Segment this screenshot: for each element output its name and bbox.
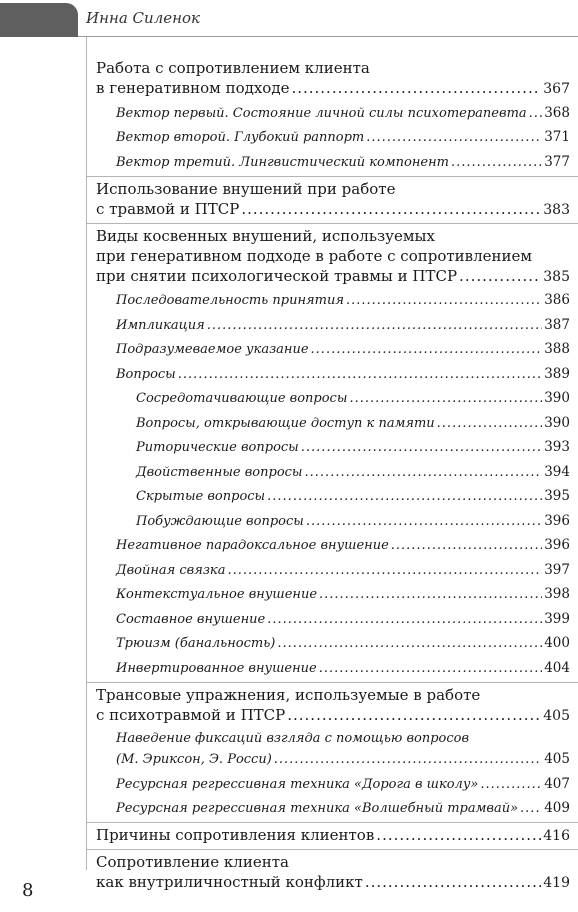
section-separator [86, 682, 578, 683]
toc-page-number: 377 [544, 153, 570, 170]
toc-entry [0, 226, 578, 287]
toc-entry-title: Причины сопротивления клиентов [96, 826, 375, 844]
toc-page-number: 404 [544, 659, 570, 676]
toc-entry-last-line [0, 103, 578, 124]
toc-entry [0, 560, 578, 581]
toc-entry-last-line [0, 437, 578, 458]
dot-leader [241, 199, 541, 219]
dot-leader [480, 775, 542, 795]
toc-entry [0, 388, 578, 409]
dot-leader [277, 634, 542, 654]
toc-entry-last-line [0, 535, 578, 556]
toc-entry-last-line [0, 798, 578, 819]
toc-entry-last-line [0, 749, 578, 770]
toc-entry [0, 103, 578, 124]
dot-leader [459, 266, 541, 286]
toc-entry-last-line [0, 705, 578, 726]
toc-entry [0, 535, 578, 556]
toc-page-number: 400 [544, 635, 570, 651]
toc-page-number: 399 [544, 610, 570, 627]
toc-entry-last-line [0, 388, 578, 409]
toc-entry [0, 462, 578, 483]
toc-entry-last-line [0, 584, 578, 605]
toc-entry [0, 798, 578, 819]
toc-entry-line: Трансовые упражнения, используемые в работе [96, 685, 481, 704]
dot-leader [306, 512, 542, 532]
toc-entry-last-line [0, 290, 578, 311]
dot-leader [520, 799, 542, 819]
toc-entry [0, 633, 578, 654]
toc-entry-title: Последовательность принятия [116, 293, 344, 308]
dot-leader [529, 104, 543, 124]
toc-entry-last-line [0, 774, 578, 795]
toc-entry-last-line [0, 78, 578, 99]
toc-entry [0, 179, 578, 220]
dot-leader [349, 389, 542, 409]
toc-page-number: 405 [543, 707, 570, 724]
toc-page-number: 409 [544, 800, 570, 816]
toc-page-number: 385 [543, 268, 570, 285]
table-of-contents [0, 52, 578, 893]
dot-leader [319, 659, 542, 679]
toc-page-number: 368 [544, 104, 570, 121]
toc-entry-title: Вопросы, открывающие доступ к памяти [136, 415, 435, 431]
toc-entry [0, 58, 578, 99]
toc-entry-title: Негативное парадоксальное внушение [116, 538, 389, 553]
toc-page-number: 367 [543, 81, 570, 97]
toc-entry-title: Контекстуальное внушение [116, 587, 318, 602]
toc-page-number: 394 [544, 463, 570, 480]
section-separator [86, 176, 578, 177]
toc-entry [0, 658, 578, 679]
toc-entry-title: Импликация [116, 317, 205, 333]
toc-entry-title: Составное внушение [116, 611, 266, 627]
toc-page-number: 419 [543, 875, 570, 891]
header-rule [78, 36, 578, 37]
toc-entry [0, 486, 578, 507]
toc-page-number: 388 [544, 341, 570, 357]
toc-entry-last-line [0, 199, 578, 220]
toc-entry-title: Вектор третий. Лингвистический компонент [116, 154, 449, 170]
toc-entry [0, 339, 578, 360]
page-number: 8 [22, 880, 34, 901]
toc-entry-title: Вектор второй. Глубокий раппорт [116, 130, 365, 145]
toc-entry [0, 437, 578, 458]
toc-entry-last-line [0, 339, 578, 360]
dot-leader [437, 414, 543, 434]
dot-leader [291, 78, 541, 98]
toc-entry-title: Ресурсная регрессивная техника «Дорога в школу» [116, 776, 479, 792]
dot-leader [366, 128, 542, 148]
dot-leader [319, 585, 542, 605]
dot-leader [391, 536, 542, 556]
toc-entry-last-line [0, 633, 578, 654]
section-separator [86, 849, 578, 850]
dot-leader [227, 561, 542, 581]
toc-entry-title: Подразумеваемое указание [116, 342, 309, 357]
toc-entry-title: Трюизм (банальность) [116, 636, 276, 651]
toc-page-number: 396 [544, 537, 570, 553]
toc-entry-last-line [0, 152, 578, 173]
dot-leader [301, 438, 542, 458]
toc-entry-line: при генеративном подходе в работе с сопротивлением [96, 246, 533, 265]
toc-entry [0, 584, 578, 605]
toc-entry-title: как внутриличностный конфликт [96, 873, 363, 891]
toc-entry-line: Работа с сопротивлением клиента [96, 59, 370, 77]
toc-entry [0, 729, 578, 770]
header-tab [0, 3, 78, 37]
toc-entry-title: в генеративном подходе [96, 79, 290, 97]
toc-entry-last-line [0, 364, 578, 385]
toc-entry-last-line [0, 266, 578, 287]
toc-page-number: 383 [543, 201, 570, 218]
toc-entry [0, 511, 578, 532]
toc-entry-last-line [0, 462, 578, 483]
toc-entry [0, 685, 578, 726]
toc-page-number: 390 [544, 390, 570, 406]
dot-leader [365, 872, 541, 892]
toc-entry-last-line [0, 127, 578, 148]
toc-entry-title: Инвертированное внушение [116, 660, 317, 676]
toc-entry-title: с травмой и ПТСР [96, 199, 240, 218]
toc-page-number: 393 [544, 439, 570, 455]
toc-entry-title: Скрытые вопросы [136, 489, 266, 504]
toc-entry-title: Вопросы [116, 366, 176, 382]
toc-entry-title: (М. Эриксон, Э. Росси) [116, 752, 272, 767]
toc-entry-last-line [0, 825, 578, 846]
toc-page-number: 407 [544, 775, 570, 792]
toc-entry-last-line [0, 658, 578, 679]
toc-entry [0, 852, 578, 893]
toc-entry [0, 774, 578, 795]
toc-entry [0, 364, 578, 385]
toc-entry-title: Двойственные вопросы [136, 464, 303, 480]
toc-entry-last-line [0, 609, 578, 630]
toc-page-number: 398 [544, 586, 570, 602]
toc-entry-line: Использование внушений при работе [96, 179, 396, 198]
toc-page-number: 396 [544, 512, 570, 529]
section-separator [86, 223, 578, 224]
toc-entry-title: Ресурсная регрессивная техника «Волшебный трамвай» [116, 801, 519, 816]
dot-leader [274, 750, 542, 770]
toc-entry-title: Вектор первый. Состояние личной силы психотерапевта [116, 105, 527, 121]
toc-entry [0, 825, 578, 846]
toc-page-number: 405 [544, 751, 570, 767]
section-separator [86, 822, 578, 823]
toc-entry-title: при снятии психологической травмы и ПТСР [96, 266, 458, 285]
dot-leader [376, 825, 541, 845]
dot-leader [207, 316, 543, 336]
toc-entry [0, 290, 578, 311]
dot-leader [346, 291, 542, 311]
toc-page-number: 397 [544, 561, 570, 578]
toc-entry [0, 152, 578, 173]
toc-entry-line: Виды косвенных внушений, используемых [96, 226, 435, 245]
toc-entry [0, 413, 578, 434]
toc-page-number: 390 [544, 414, 570, 431]
toc-entry-last-line [0, 486, 578, 507]
toc-page-number: 371 [544, 129, 570, 145]
toc-entry-last-line [0, 315, 578, 336]
toc-entry-last-line [0, 560, 578, 581]
toc-page-number: 416 [543, 828, 570, 844]
dot-leader [287, 705, 541, 725]
toc-entry-title: с психотравмой и ПТСР [96, 705, 286, 724]
toc-entry-last-line [0, 413, 578, 434]
toc-entry-title: Сосредотачивающие вопросы [136, 391, 348, 406]
toc-entry-line: Сопротивление клиента [96, 853, 289, 871]
toc-entry-title: Двойная связка [116, 562, 226, 578]
toc-entry [0, 609, 578, 630]
toc-entry-last-line [0, 872, 578, 893]
dot-leader [451, 153, 542, 173]
toc-entry-line: Наведение фиксаций взгляда с помощью вопросов [116, 731, 470, 746]
dot-leader [305, 463, 543, 483]
toc-page-number: 395 [544, 488, 570, 504]
dot-leader [311, 340, 543, 360]
toc-page-number: 386 [544, 292, 570, 308]
toc-page-number: 387 [544, 316, 570, 333]
toc-entry-last-line [0, 511, 578, 532]
dot-leader [267, 487, 542, 507]
toc-entry-title: Побуждающие вопросы [136, 513, 304, 529]
toc-entry [0, 315, 578, 336]
dot-leader [267, 610, 542, 630]
dot-leader [178, 365, 542, 385]
running-header: Инна Силенок [86, 9, 200, 27]
toc-entry-title: Риторические вопросы [136, 440, 299, 455]
toc-entry [0, 127, 578, 148]
toc-page-number: 389 [544, 365, 570, 382]
